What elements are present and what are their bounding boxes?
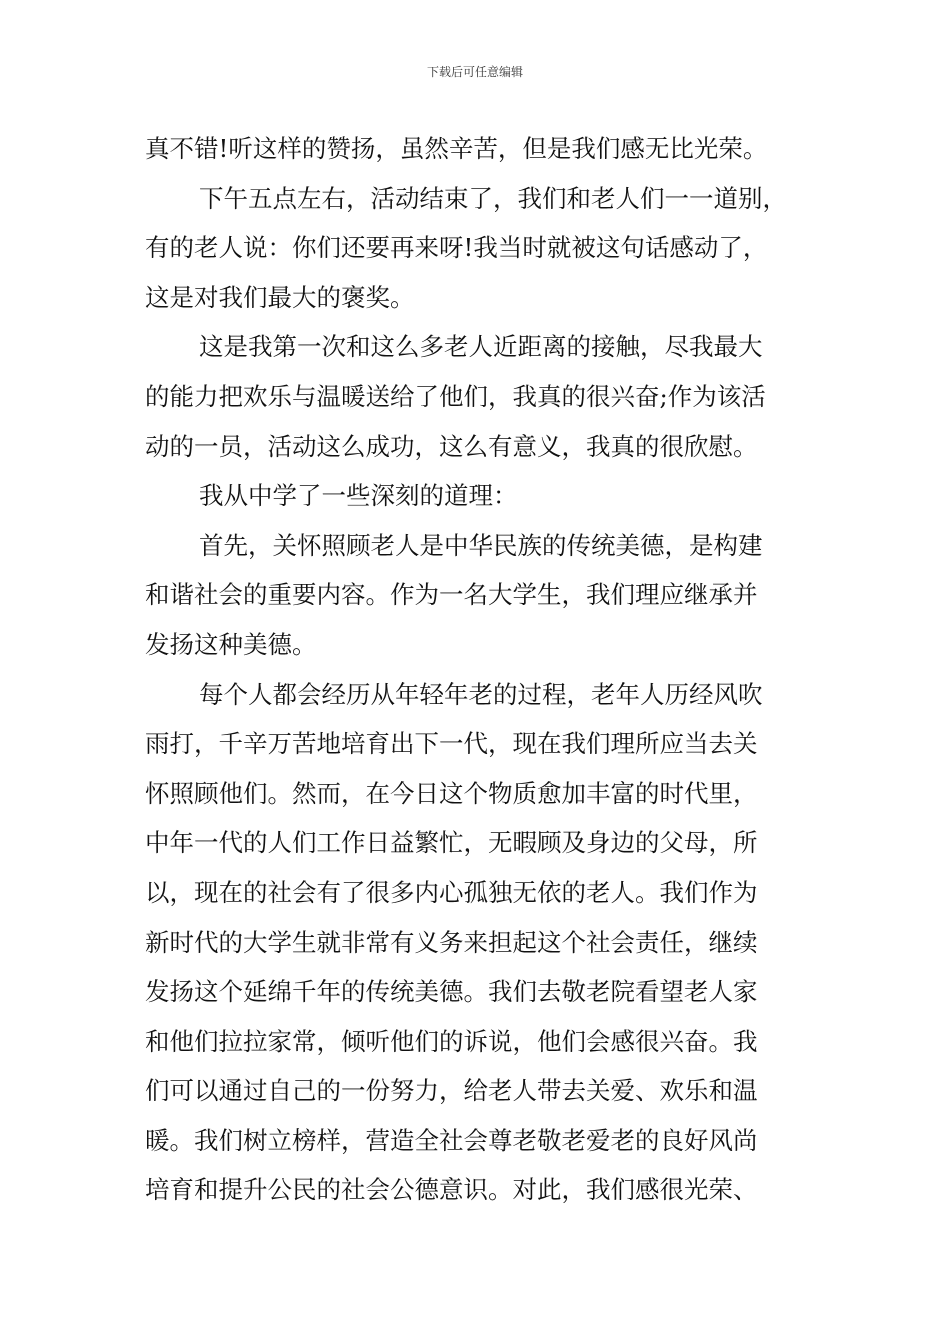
text-line: 雨打，千辛万苦地培育出下一代，现在我们理所应当去关 xyxy=(145,729,758,759)
text-line: 和谐社会的重要内容。作为一名大学生，我们理应继承并 xyxy=(145,580,758,610)
paragraph xyxy=(145,521,810,670)
text-line: 动的一员，活动这么成功，这么有意义，我真的很欣慰。 xyxy=(145,431,758,461)
paragraph xyxy=(145,124,810,174)
paragraph xyxy=(145,322,810,471)
text-line: 中年一代的人们工作日益繁忙，无暇顾及身边的父母，所 xyxy=(145,828,758,858)
paragraph xyxy=(145,174,810,323)
text-line: 培育和提升公民的社会公德意识。对此，我们感很光荣、 xyxy=(145,1175,758,1205)
text-line: 有的老人说：你们还要再来呀!我当时就被这句话感动了， xyxy=(145,233,768,263)
text-line: 和他们拉拉家常，倾听他们的诉说，他们会感很兴奋。我 xyxy=(145,1026,758,1056)
text-line: 怀照顾他们。然而，在今日这个物质愈加丰富的时代里， xyxy=(145,778,758,808)
text-line: 的能力把欢乐与温暖送给了他们，我真的很兴奋;作为该活 xyxy=(145,381,766,411)
paragraph xyxy=(145,471,810,521)
text-line: 首先，关怀照顾老人是中华民族的传统美德，是构建 xyxy=(199,530,763,560)
text-line: 们可以通过自己的一份努力，给老人带去关爱、欢乐和温 xyxy=(145,1076,758,1106)
text-line: 每个人都会经历从年轻年老的过程，老年人历经风吹 xyxy=(199,679,763,709)
text-line: 这是对我们最大的褒奖。 xyxy=(145,282,415,312)
text-line: 发扬这个延绵千年的传统美德。我们去敬老院看望老人家 xyxy=(145,977,758,1007)
text-line: 以，现在的社会有了很多内心孤独无依的老人。我们作为 xyxy=(145,877,758,907)
text-line: 这是我第一次和这么多老人近距离的接触，尽我最大 xyxy=(199,332,763,362)
text-line: 新时代的大学生就非常有义务来担起这个社会责任，继续 xyxy=(145,927,758,957)
paragraph xyxy=(145,670,810,1216)
document-body xyxy=(145,124,810,1215)
page-header: 下载后可任意编辑 xyxy=(426,65,523,79)
text-line: 我从中学了一些深刻的道理： xyxy=(199,481,518,511)
text-line: 暖。我们树立榜样，营造全社会尊老敬老爱老的良好风尚 xyxy=(145,1125,758,1155)
text-line: 发扬这种美德。 xyxy=(145,629,317,659)
text-line: 下午五点左右，活动结束了，我们和老人们一一道别， xyxy=(199,183,787,213)
text-line: 真不错!听这样的赞扬，虽然辛苦，但是我们感无比光荣。 xyxy=(145,134,768,163)
